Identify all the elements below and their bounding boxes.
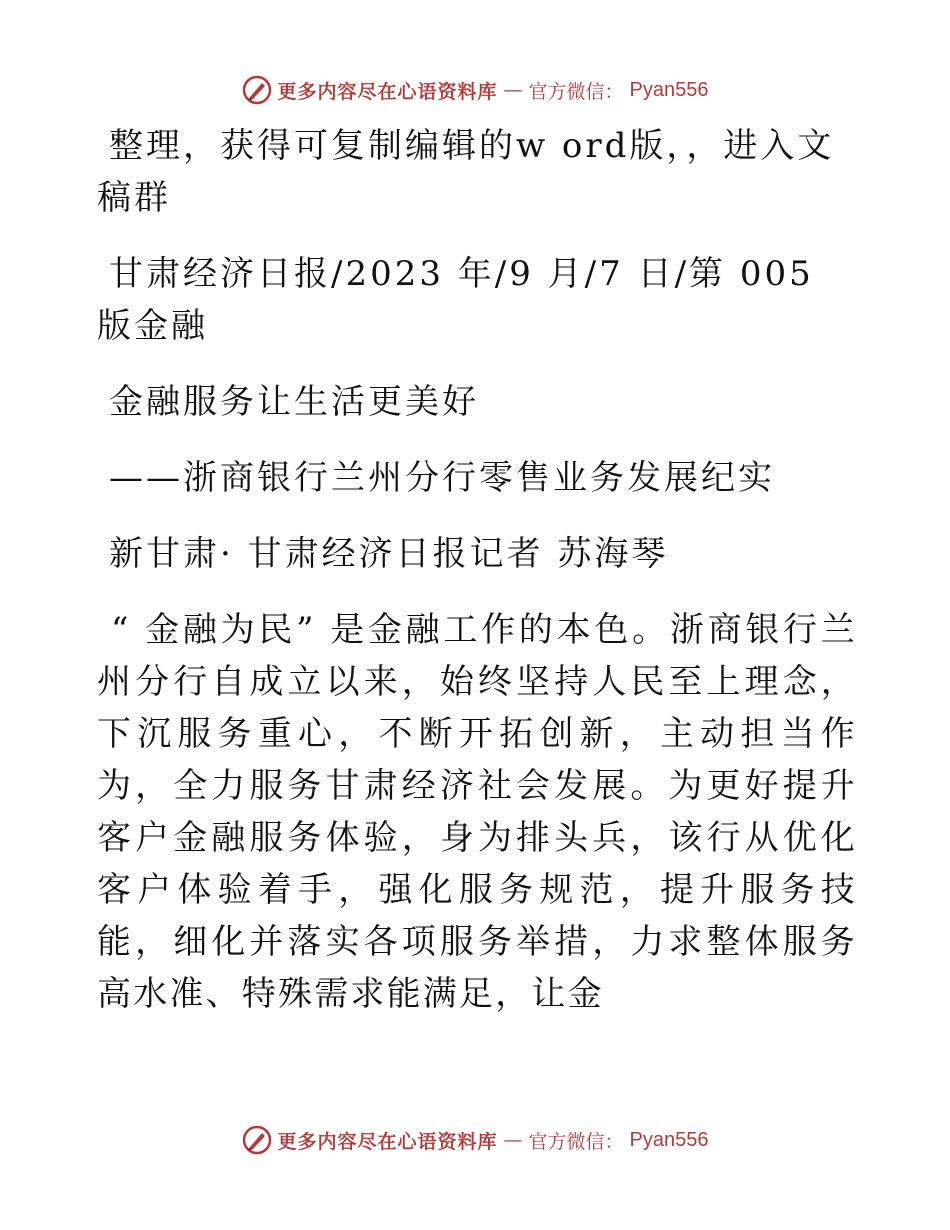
banner-wechat-id: Pyan556 bbox=[629, 78, 709, 101]
banner-wechat-id: Pyan556 bbox=[629, 1128, 709, 1151]
banner-text: 更多内容尽在心语资料库 bbox=[277, 80, 498, 103]
banner-separator: — bbox=[503, 79, 523, 101]
document-body bbox=[97, 120, 857, 1044]
pen-logo-icon bbox=[242, 75, 272, 105]
pen-logo-icon bbox=[242, 1125, 272, 1155]
intro-line: 整理，获得可复制编辑的w ord版，，进入文稿群 bbox=[97, 126, 835, 218]
body-paragraph: “ 金融为民” 是金融工作的本色。浙商银行兰州分行自成立以来，始终坚持人民至上理念，下沉服务重心，不断开拓创新，主动担当作为，全力服务甘肃经济社会发展。为更好提升客户金融服务体验，身为排头兵，该行从优化客户体验着手，强化服务规范，提升服务技能，细化并落实各项服务举措，力求整体服务高水准、特殊需求能满足，让金 bbox=[97, 610, 857, 1014]
banner-separator: — bbox=[503, 1129, 523, 1151]
footer-watermark-banner bbox=[0, 1120, 950, 1160]
banner-wechat-label: 官方微信： bbox=[528, 1130, 624, 1153]
article-subtitle: ——浙商银行兰州分行零售业务发展纪实 bbox=[109, 458, 775, 498]
banner-text: 更多内容尽在心语资料库 bbox=[277, 1130, 498, 1153]
byline: 新甘肃· 甘肃经济日报记者 苏海琴 bbox=[109, 534, 669, 574]
source-line: 甘肃经济日报/2023 年/9 月/7 日/第 005 版金融 bbox=[97, 254, 814, 346]
article-title: 金融服务让生活更美好 bbox=[109, 382, 479, 422]
header-watermark-banner bbox=[0, 70, 950, 110]
banner-wechat-label: 官方微信： bbox=[528, 80, 624, 103]
